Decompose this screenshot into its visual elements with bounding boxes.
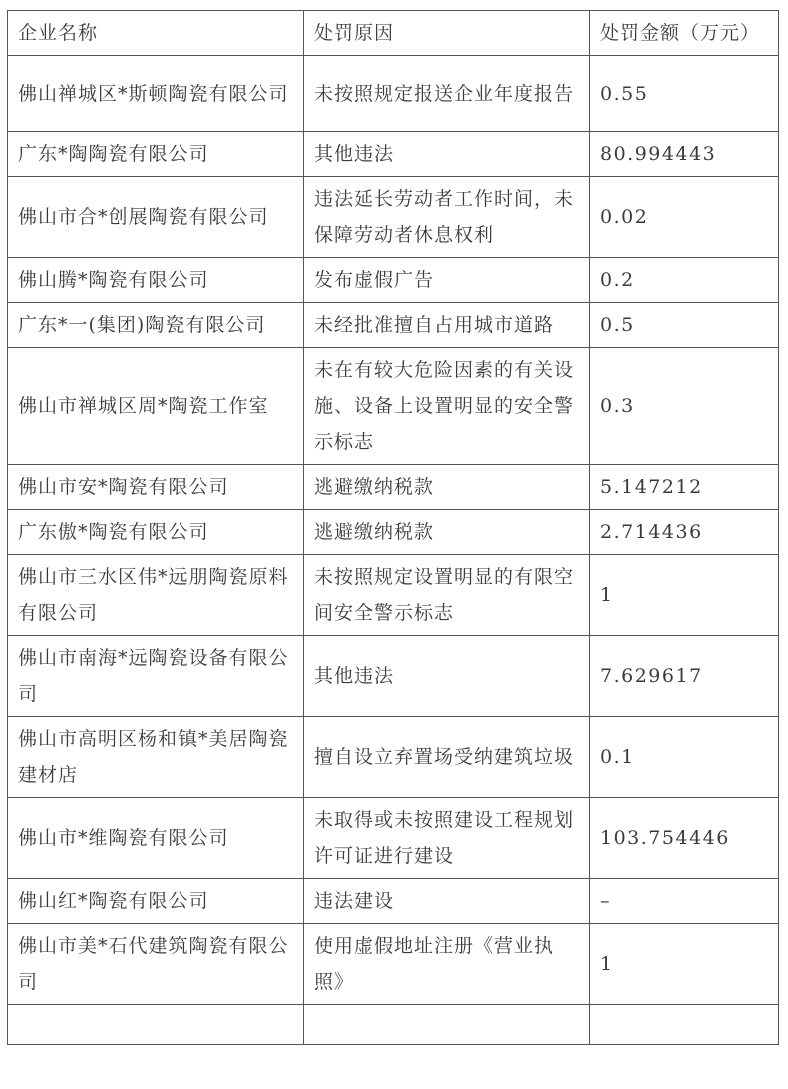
reason-cell: 其他违法: [304, 636, 590, 717]
amount-cell: 0.5: [590, 303, 779, 348]
reason-cell: 违法建设: [304, 879, 590, 924]
table-row: [8, 717, 779, 798]
company-cell: 佛山市安*陶瓷有限公司: [8, 465, 304, 510]
amount-cell: 80.994443: [590, 132, 779, 177]
reason-cell: 发布虚假广告: [304, 258, 590, 303]
table-row: [8, 555, 779, 636]
reason-cell: 未按照规定报送企业年度报告: [304, 56, 590, 132]
header-company: 企业名称: [8, 11, 304, 56]
amount-cell: 5.147212: [590, 465, 779, 510]
company-cell: 佛山市美*石代建筑陶瓷有限公司: [8, 924, 304, 1005]
header-reason: 处罚原因: [304, 11, 590, 56]
amount-cell: 1: [590, 924, 779, 1005]
amount-cell: 0.3: [590, 348, 779, 465]
table-row: [8, 636, 779, 717]
reason-cell: 未在有较大危险因素的有关设施、设备上设置明显的安全警示标志: [304, 348, 590, 465]
table-row: [8, 924, 779, 1005]
table-row: [8, 798, 779, 879]
reason-cell: 擅自设立弃置场受纳建筑垃圾: [304, 717, 590, 798]
amount-cell: 0.55: [590, 56, 779, 132]
company-cell: 佛山市三水区伟*远朋陶瓷原料有限公司: [8, 555, 304, 636]
company-cell: 佛山市南海*远陶瓷设备有限公司: [8, 636, 304, 717]
table-row: [8, 258, 779, 303]
reason-cell: [304, 1005, 590, 1045]
company-cell: 佛山市合*创展陶瓷有限公司: [8, 177, 304, 258]
reason-cell: 违法延长劳动者工作时间，未保障劳动者休息权利: [304, 177, 590, 258]
amount-cell: 0.02: [590, 177, 779, 258]
company-cell: 广东*陶陶瓷有限公司: [8, 132, 304, 177]
amount-cell: 7.629617: [590, 636, 779, 717]
reason-cell: 未按照规定设置明显的有限空间安全警示标志: [304, 555, 590, 636]
amount-cell: 0.2: [590, 258, 779, 303]
table-row: [8, 348, 779, 465]
penalty-table-container: [7, 10, 779, 1045]
amount-cell: 103.754446: [590, 798, 779, 879]
company-cell: 佛山红*陶瓷有限公司: [8, 879, 304, 924]
company-cell: 佛山市高明区杨和镇*美居陶瓷建材店: [8, 717, 304, 798]
amount-cell: [590, 1005, 779, 1045]
table-row: [8, 303, 779, 348]
table-row: [8, 1005, 779, 1045]
header-amount: 处罚金额（万元）: [590, 11, 779, 56]
reason-cell: 逃避缴纳税款: [304, 510, 590, 555]
table-row: [8, 132, 779, 177]
company-cell: 佛山腾*陶瓷有限公司: [8, 258, 304, 303]
table-row: [8, 56, 779, 132]
company-cell: 佛山市禅城区周*陶瓷工作室: [8, 348, 304, 465]
reason-cell: 未经批准擅自占用城市道路: [304, 303, 590, 348]
table-row: [8, 465, 779, 510]
amount-cell: –: [590, 879, 779, 924]
table-row: [8, 510, 779, 555]
reason-cell: 其他违法: [304, 132, 590, 177]
company-cell: 广东*一(集团)陶瓷有限公司: [8, 303, 304, 348]
penalty-table: [7, 10, 779, 1045]
company-cell: 广东傲*陶瓷有限公司: [8, 510, 304, 555]
amount-cell: 1: [590, 555, 779, 636]
header-row: [8, 11, 779, 56]
reason-cell: 未取得或未按照建设工程规划许可证进行建设: [304, 798, 590, 879]
reason-cell: 逃避缴纳税款: [304, 465, 590, 510]
table-row: [8, 177, 779, 258]
reason-cell: 使用虚假地址注册《营业执照》: [304, 924, 590, 1005]
company-cell: 佛山禅城区*斯顿陶瓷有限公司: [8, 56, 304, 132]
amount-cell: 0.1: [590, 717, 779, 798]
amount-cell: 2.714436: [590, 510, 779, 555]
company-cell: [8, 1005, 304, 1045]
table-row: [8, 879, 779, 924]
company-cell: 佛山市*维陶瓷有限公司: [8, 798, 304, 879]
